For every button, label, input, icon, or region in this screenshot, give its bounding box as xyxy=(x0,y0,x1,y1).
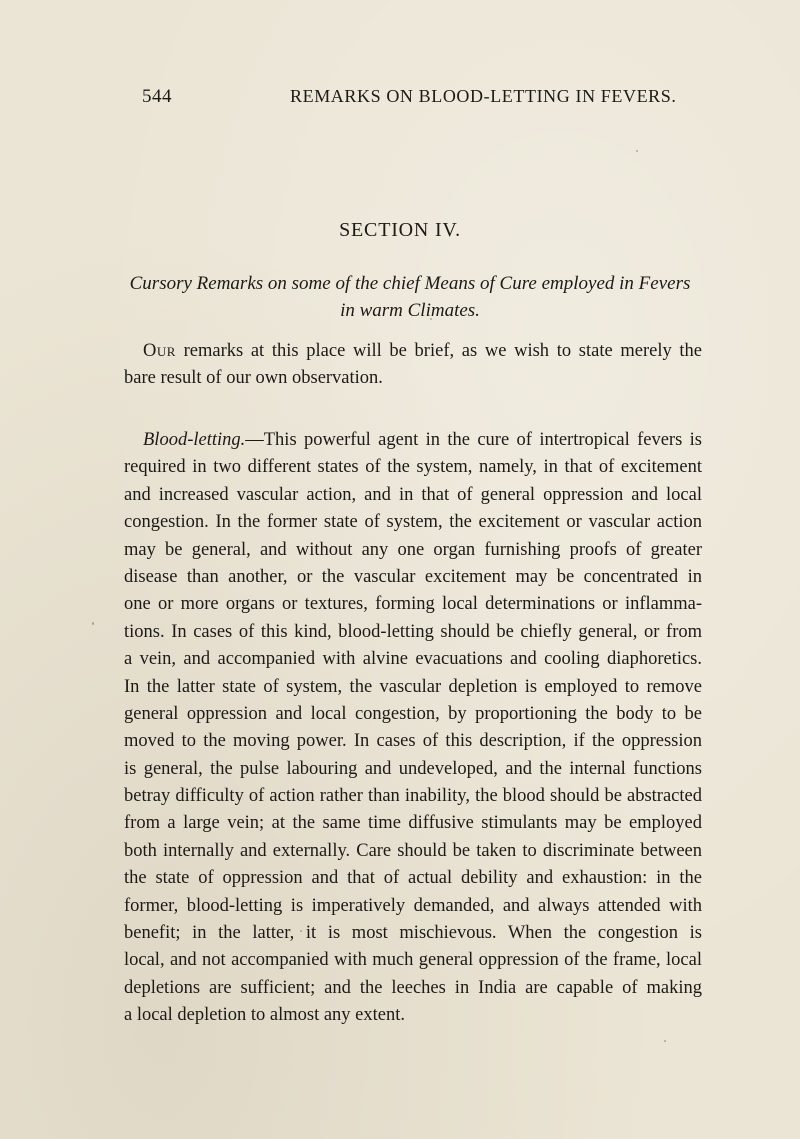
paragraph-line: both internally and externally. Care should be taken to discriminate between xyxy=(124,840,702,861)
paragraph-line: one or more organs or textures, forming local determinations or inflamma- xyxy=(124,594,702,615)
paragraph-line: required in two different states of the system, namely, in that of excitement xyxy=(124,457,702,478)
paper-speck xyxy=(430,318,432,320)
paragraph-line: moved to the moving power. In cases of this description, if the oppression xyxy=(124,731,702,752)
line-text: —This powerful agent in the cure of intertropical fevers is xyxy=(245,430,702,450)
running-head xyxy=(142,86,722,112)
line-text: remarks at this place will be brief, as we wish to state merely the xyxy=(175,341,702,361)
paragraph-line: general oppression and local congestion, by proportioning the body to be xyxy=(124,703,702,724)
opening-word: Our xyxy=(143,341,176,361)
paragraph-line: In the latter state of system, the vascular depletion is employed to remove xyxy=(124,676,702,697)
paragraph-line: and increased vascular action, and in that of general oppression and local xyxy=(124,484,702,505)
paragraph-line xyxy=(124,338,702,365)
paragraph-line: the state of oppression and that of actual debility and exhaustion: in the xyxy=(124,868,702,889)
paragraph-line: a local depletion to almost any extent. xyxy=(124,1005,406,1026)
intro-paragraph xyxy=(124,338,702,393)
paragraph-line: may be general, and without any one organ furnishing proofs of greater xyxy=(124,539,702,560)
paragraph-line: from a large vein; at the same time diffusive stimulants may be employed xyxy=(124,813,702,834)
page-number: 544 xyxy=(142,86,172,107)
subtitle-line: Cursory Remarks on some of the chief Means of Cure employed in Fevers xyxy=(129,273,691,294)
paper-speck xyxy=(92,622,94,625)
paper-speck xyxy=(300,930,302,932)
paragraph-line: tions. In cases of this kind, blood-letting should be chiefly general, or from xyxy=(124,621,702,642)
paper-speck xyxy=(636,150,638,152)
paper-speck xyxy=(664,1040,666,1042)
paragraph-lead-in: Blood-letting. xyxy=(143,430,246,450)
paragraph-line: a vein, and accompanied with alvine evacuations and cooling diaphoretics. xyxy=(124,649,702,670)
paragraph-line: congestion. In the former state of system, the excitement or vascular action xyxy=(124,512,702,533)
paragraph-line xyxy=(124,427,702,454)
paragraph-line: bare result of our own observation. xyxy=(124,368,383,389)
subtitle-line: in warm Climates. xyxy=(340,300,480,321)
paragraph-line: is general, the pulse labouring and undeveloped, and the internal functions xyxy=(124,758,702,779)
paragraph-line: betray difficulty of action rather than inability, the blood should be abstracted xyxy=(124,786,702,807)
section-subtitle xyxy=(110,270,710,324)
paragraph-line: benefit; in the latter, it is most mischievous. When the congestion is xyxy=(124,923,702,944)
paragraph-line: depletions are sufficient; and the leeches in India are capable of making xyxy=(124,977,702,998)
paragraph-line: local, and not accompanied with much general oppression of the frame, local xyxy=(124,950,702,971)
running-title: REMARKS ON BLOOD-LETTING IN FEVERS. xyxy=(290,86,677,106)
section-heading: SECTION IV. xyxy=(339,219,461,241)
blood-letting-paragraph xyxy=(124,427,702,1030)
paragraph-line: former, blood-letting is imperatively demanded, and always attended with xyxy=(124,895,702,916)
paragraph-line: disease than another, or the vascular excitement may be concentrated in xyxy=(124,566,702,587)
